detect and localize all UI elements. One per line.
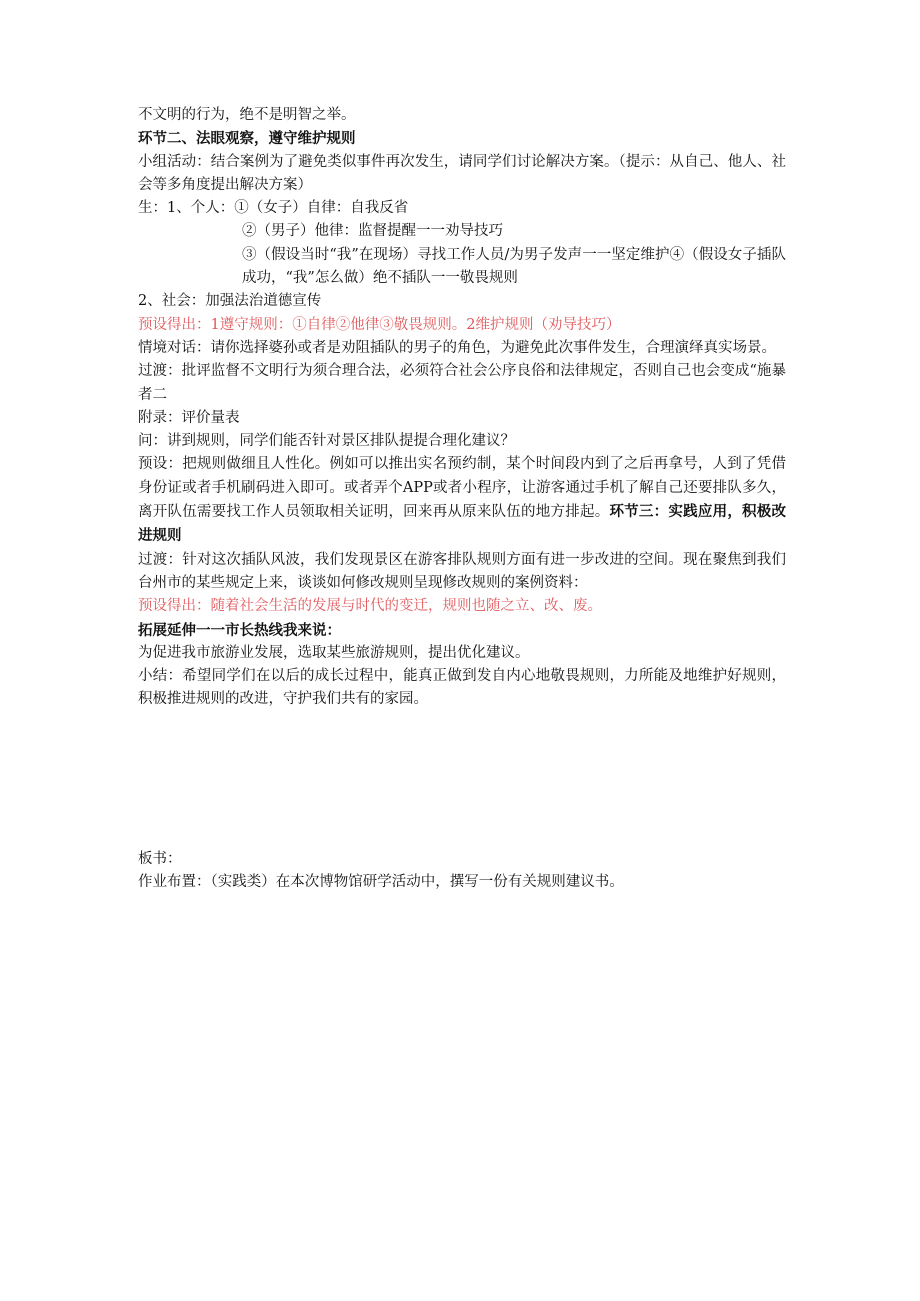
paragraph-role-play: 情境对话：请你选择婆孙或者是劝阻插队的男子的角色，为避免此次事件发生，合理演绎真实场景。 [138, 339, 776, 356]
paragraph-answer-2: ②（男子）他律：监督提醒一一劝导技巧 [242, 223, 503, 240]
paragraph-preset-answer [138, 453, 786, 548]
paragraph-blackboard: 板书： [138, 850, 182, 867]
document-body [138, 104, 786, 894]
paragraph-answer-3: ③（假设当时“我”在现场）寻找工作人员/为男子发声一一坚定维护④（假设女子插队成功，“我”怎么做）绝不插队一一敬畏规则 [242, 246, 786, 287]
section-heading-3: 环节三：实践应用，积极改进规则 [138, 503, 787, 545]
paragraph-extension-task: 为促进我市旅游业发展，选取某些旅游规则，提出优化建议。 [138, 644, 530, 661]
paragraph-conclusion: 不文明的行为，绝不是明智之举。 [138, 107, 356, 123]
preset-answer-text: 预设：把规则做细且人性化。例如可以推出实名预约制，某个时间段内到了之后再拿号，人到了凭借身份证或者手机刷码进入即可。或者弄个APP或者小程序，让游客通过手机了解自己还要排队多久，离开队伍需要找工作人员领取相关证明，回来再从原来队伍的地方排起。 [138, 456, 786, 521]
paragraph-transition-1: 过渡：批评监督不文明行为须合理合法，必须符合社会公序良俗和法律规定，否则自己也会变成“施暴者二 [138, 363, 786, 403]
section-heading-extension: 拓展延伸一一市长热线我来说： [138, 621, 341, 639]
paragraph-appendix: 附录：评价量表 [138, 409, 240, 426]
paragraph-preset-conclusion-2: 预设得出：随着社会生活的发展与时代的变迁，规则也随之立、改、废。 [138, 598, 602, 615]
paragraph-society: 2、社会：加强法治道德宣传 [138, 293, 322, 310]
paragraph-question: 问：讲到规则，同学们能否针对景区排队提提合理化建议？ [138, 433, 515, 450]
paragraph-summary: 小结：希望同学们在以后的成长过程中，能真正做到发自内心地敬畏规则，力所能及地维护好规则，积极推进规则的改进，守护我们共有的家园。 [138, 668, 786, 708]
paragraph-transition-2: 过渡：针对这次插队风波，我们发现景区在游客排队规则方面有进一步改进的空间。现在聚焦到我们台州市的某些规定上来，谈谈如何修改规则呈现修改规则的案例资料： [138, 551, 786, 591]
paragraph-homework: 作业布置：（实践类）在本次博物馆研学活动中，撰写一份有关规则建议书。 [138, 874, 624, 891]
section-heading-2: 环节二、法眼观察，遵守维护规则 [138, 130, 356, 148]
paragraph-preset-conclusion-1: 预设得出：1遵守规则：①自律②他律③敬畏规则。2维护规则（劝导技巧） [138, 316, 621, 333]
paragraph-student-answer: 生：1、个人：①（女子）自律：自我反省 [138, 200, 409, 217]
paragraph-group-activity: 小组活动：结合案例为了避免类似事件再次发生，请同学们讨论解决方案。（提示：从自己、他人、社会等多角度提出解决方案） [138, 153, 786, 193]
